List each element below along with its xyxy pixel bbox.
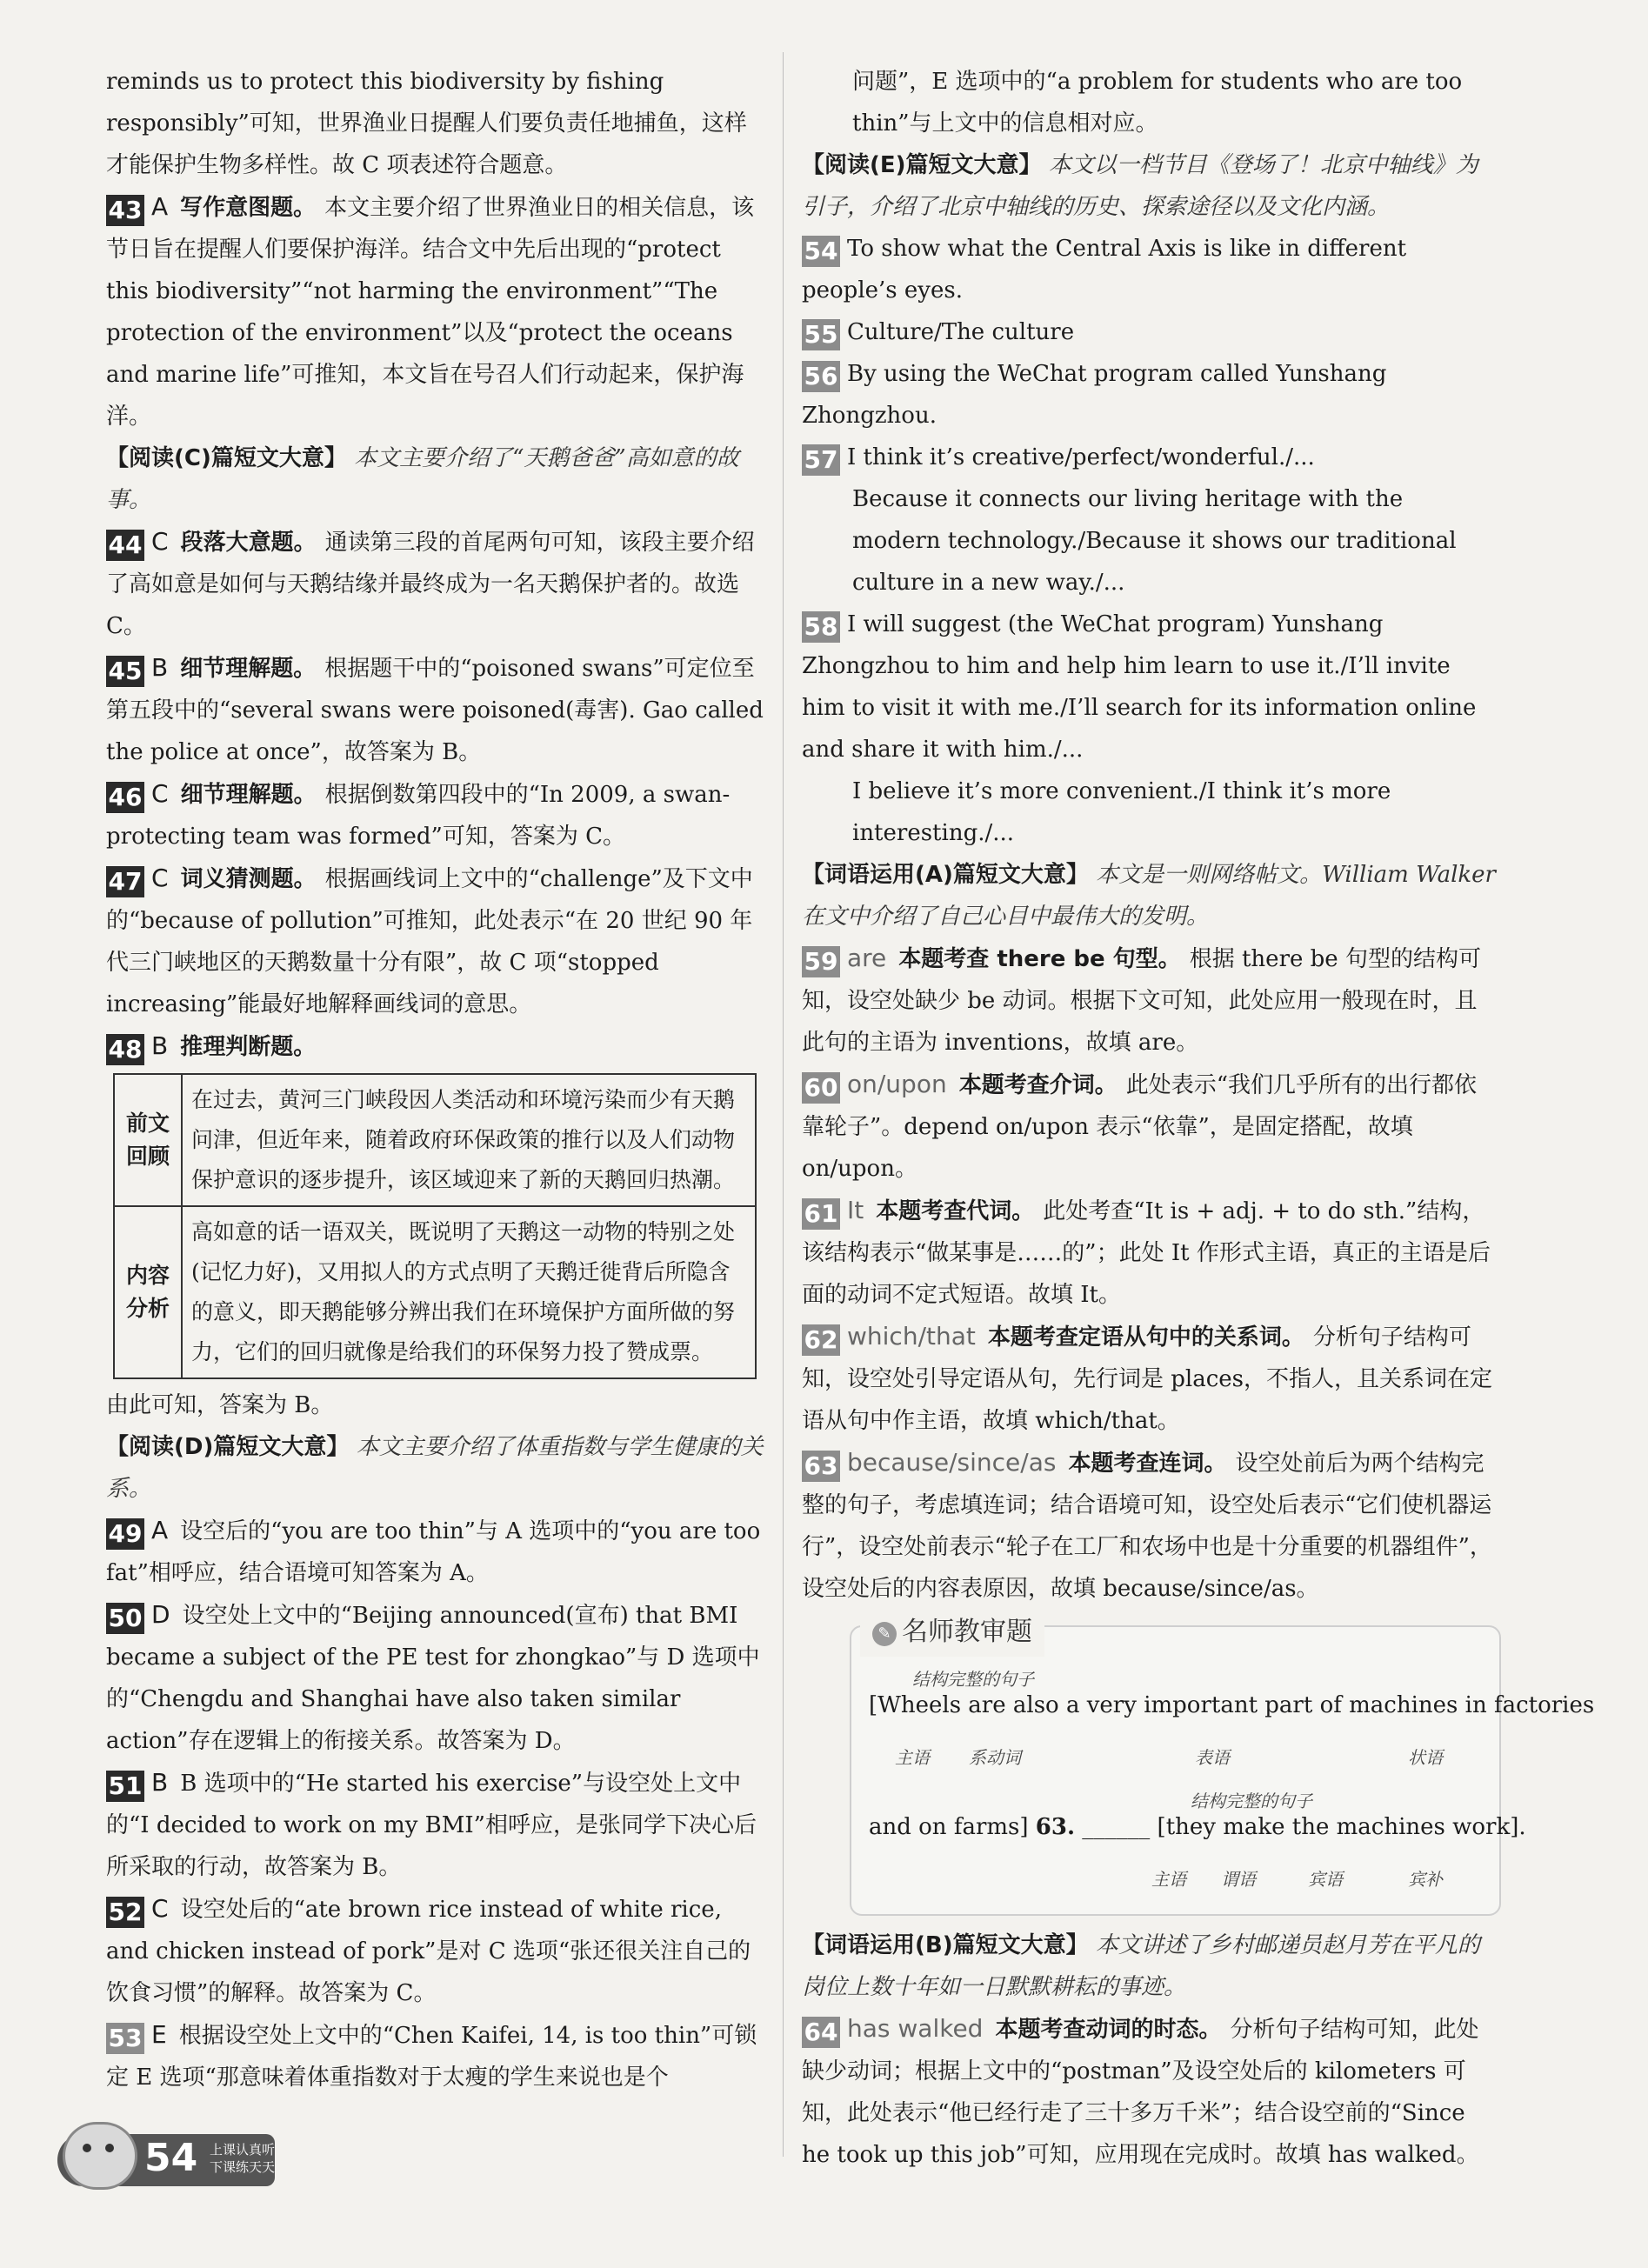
question-number: 63 bbox=[802, 1451, 840, 1482]
question-number: 45 bbox=[106, 656, 144, 687]
label-predicate: 谓语 bbox=[1221, 1869, 1256, 1890]
section-title: 【词语运用(B)篇短文大意】 bbox=[802, 1932, 1089, 1958]
section-summary: 本文主要介绍了体重指数与学生健康的关系。 bbox=[106, 1434, 764, 1502]
question-64 bbox=[802, 2008, 1498, 2176]
section-words-b bbox=[802, 1924, 1498, 2008]
question-number: 47 bbox=[106, 866, 144, 897]
answer: A bbox=[151, 1516, 169, 1544]
section-summary: 本文是一则网络帖文。William Walker 在文中介绍了自己心目中最伟大的发明。 bbox=[802, 862, 1496, 930]
explanation: 本文主要介绍了世界渔业日的相关信息，该节日旨在提醒人们要保护海洋。结合文中先后出现的“protect this biodiversity”“not harming the environment”“The protection of the environment”以及“protect the oceans and marine life”可推知，本文旨在号召人们行动起来，保护海洋。 bbox=[106, 195, 755, 430]
question-51 bbox=[106, 1762, 767, 1888]
answer-text: I think it’s creative/perfect/wonderful./... bbox=[847, 444, 1315, 470]
teacher-analysis-box bbox=[850, 1617, 1595, 1916]
answer: on/upon bbox=[847, 1070, 947, 1098]
q58-answer-part2: I believe it’s more convenient./I think it’s more interesting./... bbox=[852, 778, 1391, 846]
question-type: 细节理解题。 bbox=[180, 656, 317, 682]
explanation: 设空后的“you are too thin”与 A 选项中的“you are too fat”相呼应，结合语境可知答案为 A。 bbox=[106, 1518, 761, 1586]
explanation: 此处表示“我们几乎所有的出行都依靠轮子”。depend on/upon 表示“依靠”，是固定搭配，故填 on/upon。 bbox=[802, 1072, 1478, 1182]
question-type: 细节理解题。 bbox=[180, 782, 317, 808]
sentence-fragment: and on farms] bbox=[869, 1814, 1029, 1840]
question-number: 49 bbox=[106, 1518, 144, 1550]
section-summary: 本文讲述了乡村邮递员赵月芳在平凡的岗位上数十年如一日默默耕耘的事迹。 bbox=[802, 1932, 1480, 2000]
answer-text: I will suggest (the WeChat program) Yunshang Zhongzhou to him and help him learn to use it./I’ll invite him to visit it with me./I’ll search for its information online and share it with him./... bbox=[802, 611, 1477, 763]
question-number: 58 bbox=[802, 611, 840, 643]
explanation: 设空处前后为两个结构完整的句子，考虑填连词；结合语境可知，设空处后表示“它们使机器运行”，设空处前表示“轮子在工厂和农场中也是十分重要的机器组件”，设空处后的内容表原因，故填 because/since/as。 bbox=[802, 1451, 1492, 1602]
answer: has walked bbox=[847, 2014, 984, 2043]
question-number: 46 bbox=[106, 782, 144, 813]
question-number: 44 bbox=[106, 530, 144, 561]
section-reading-e bbox=[802, 144, 1498, 228]
question-number: 55 bbox=[802, 319, 840, 350]
question-53 bbox=[106, 2014, 767, 2098]
table-row bbox=[114, 1074, 756, 1206]
answer-text: By using the WeChat program called Yunshang Zhongzhou. bbox=[802, 361, 1387, 429]
row-header: 前文回顾 bbox=[114, 1074, 182, 1206]
question-number: 52 bbox=[106, 1897, 144, 1928]
answer: It bbox=[847, 1196, 864, 1224]
table-row bbox=[114, 1206, 756, 1378]
teacher-box-title bbox=[860, 1608, 1044, 1657]
teacher-icon: ✎ bbox=[872, 1622, 897, 1646]
question-number: 60 bbox=[802, 1072, 840, 1104]
answer: B bbox=[151, 653, 169, 682]
label-subject: 主语 bbox=[1151, 1869, 1186, 1890]
answer: C bbox=[151, 864, 169, 892]
answer: D bbox=[151, 1600, 170, 1629]
label-predicative: 表语 bbox=[1195, 1747, 1230, 1768]
question-49 bbox=[106, 1510, 767, 1594]
question-type: 写作意图题。 bbox=[180, 195, 317, 221]
question-50 bbox=[106, 1594, 767, 1762]
section-summary: 本文以一档节目《登场了！北京中轴线》为引子，介绍了北京中轴线的历史、探索途径以及文化内涵。 bbox=[802, 152, 1478, 220]
question-type: 段落大意题。 bbox=[180, 530, 317, 556]
sentence-part2: and on farms] 63. ______ [they make the machines work]. bbox=[869, 1814, 1526, 1840]
answer: B bbox=[151, 1768, 169, 1797]
question-type: 本题考查定语从句中的关系词。 bbox=[987, 1324, 1304, 1351]
answer: B bbox=[151, 1031, 169, 1060]
page-number: 54 bbox=[144, 2136, 198, 2180]
explanation: 分析句子结构可知，设空处引导定语从句，先行词是 places，不指人，且关系词在定语从句中作主语，故填 which/that。 bbox=[802, 1324, 1493, 1434]
question-number: 62 bbox=[802, 1324, 840, 1356]
question-48 bbox=[106, 1025, 767, 1068]
label-object-complement: 宾补 bbox=[1408, 1869, 1443, 1890]
mascot-icon bbox=[63, 2122, 137, 2190]
question-43 bbox=[106, 186, 767, 437]
question-number: 57 bbox=[802, 444, 840, 476]
question-46 bbox=[106, 773, 767, 857]
question-type: 本题考查动词的时态。 bbox=[995, 2017, 1222, 2043]
label-linking-verb: 系动词 bbox=[969, 1747, 1021, 1768]
answer-text: To show what the Central Axis is like in different people’s eyes. bbox=[802, 236, 1407, 304]
question-number: 48 bbox=[106, 1034, 144, 1065]
q53-continuation: 问题”，E 选项中的“a problem for students who are too thin”与上文中的信息相对应。 bbox=[852, 69, 1463, 137]
row-header: 内容分析 bbox=[114, 1206, 182, 1378]
question-47 bbox=[106, 857, 767, 1025]
explanation: 设空处上文中的“Beijing announced(宣布) that BMI became a subject of the PE test for zhongkao”与 D 选项中的“Chengdu and Shanghai have also taken similar action”存在逻辑上的衔接关系。故答案为 D。 bbox=[106, 1603, 760, 1754]
section-title: 【阅读(D)篇短文大意】 bbox=[106, 1434, 350, 1460]
explanation: 根据画线词上文中的“challenge”及下文中的“because of pollution”可推知，此处表示“在 20 世纪 90 年代三门峡地区的天鹅数量十分有限”，故 C 项“stopped increasing”能最好地解释画线词的意思。 bbox=[106, 866, 753, 1017]
explanation: 设空处后的“ate brown rice instead of white rice, and chicken instead of pork”是对 C 选项“张还很关注自己的饮食习惯”的解释。故答案为 C。 bbox=[106, 1897, 751, 2006]
section-title: 【阅读(E)篇短文大意】 bbox=[802, 152, 1042, 178]
question-62 bbox=[802, 1316, 1498, 1442]
question-type: 本题考查代词。 bbox=[876, 1198, 1035, 1224]
question-type: 推理判断题。 bbox=[180, 1034, 317, 1060]
blank-number: 63. bbox=[1035, 1814, 1076, 1840]
answer: A bbox=[151, 192, 169, 221]
q48-conclusion: 由此可知，答案为 B。 bbox=[106, 1392, 334, 1418]
section-reading-c bbox=[106, 437, 767, 521]
explanation: 根据题干中的“poisoned swans”可定位至第五段中的“several swans were poisoned(毒害). Gao called the police at once”，故答案为 B。 bbox=[106, 656, 764, 765]
row-content: 高如意的话一语双关，既说明了天鹅这一动物的特别之处(记忆力好)，又用拟人的方式点明了天鹅迁徙背后所隐含的意义，即天鹅能够分辨出我们在环境保护方面所做的努力，它们的回归就像是给我们的环保努力投了赞成票。 bbox=[182, 1206, 756, 1378]
question-60 bbox=[802, 1064, 1498, 1190]
slogan-line: 上课认真听 bbox=[210, 2142, 276, 2158]
section-reading-d bbox=[106, 1426, 767, 1510]
question-52 bbox=[106, 1888, 767, 2014]
question-number: 51 bbox=[106, 1771, 144, 1802]
question-number: 64 bbox=[802, 2017, 840, 2048]
question-61 bbox=[802, 1190, 1498, 1316]
column-divider bbox=[783, 52, 784, 2157]
question-57 bbox=[802, 437, 1498, 478]
answer: which/that bbox=[847, 1322, 976, 1351]
section-title: 【词语运用(A)篇短文大意】 bbox=[802, 862, 1089, 888]
section-summary: 本文主要介绍了“天鹅爸爸”高如意的故事。 bbox=[106, 445, 739, 513]
q57-answer-part2: Because it connects our living heritage with the modern technology./Because it shows our traditional culture in a new way./... bbox=[852, 486, 1457, 596]
label-object: 宾语 bbox=[1308, 1869, 1343, 1890]
slogan-line: 下课练天天 bbox=[210, 2159, 276, 2175]
explanation: 根据设空处上文中的“Chen Kaifei, 14, is too thin”可锁定 E 选项“那意味着体重指数对于太瘦的学生来说也是个 bbox=[106, 2023, 757, 2091]
question-56 bbox=[802, 353, 1498, 437]
analysis-table bbox=[113, 1073, 757, 1379]
question-type: 本题考查介词。 bbox=[958, 1072, 1118, 1098]
explanation: 分析句子结构可知，此处缺少动词；根据上文中的“postman”及设空处后的 kilometers 可知，此处表示“他已经行走了三十多万千米”；结合设空前的“Since he took up this job”可知，应用现在完成时。故填 has walked。 bbox=[802, 2017, 1479, 2168]
teacher-title-text: 名师教审题 bbox=[902, 1617, 1032, 1647]
explanation: B 选项中的“He started his exercise”与设空处上文中的“I decided to work on my BMI”相呼应，是张同学下决心后所采取的行动，故答案为 B。 bbox=[106, 1771, 757, 1880]
page-slogan bbox=[210, 2141, 275, 2176]
question-number: 54 bbox=[802, 236, 840, 267]
answer: C bbox=[151, 779, 169, 808]
page-footer bbox=[57, 2122, 284, 2191]
question-number: 43 bbox=[106, 195, 144, 226]
explanation: 根据倒数第四段中的“In 2009, a swan-protecting team was formed”可知，答案为 C。 bbox=[106, 782, 731, 850]
question-type: 本题考查连词。 bbox=[1068, 1451, 1227, 1477]
answer: E bbox=[151, 2020, 167, 2049]
section-words-a bbox=[802, 854, 1498, 937]
q42-continuation: reminds us to protect this biodiversity by fishing responsibly”可知，世界渔业日提醒人们要负责任地捕鱼，这样才能保护生物多样性。故 C 项表述符合题意。 bbox=[106, 69, 747, 178]
answer: are bbox=[847, 944, 887, 972]
question-type: 词义猜测题。 bbox=[180, 866, 317, 892]
right-column bbox=[802, 61, 1595, 2176]
question-type: 本题考查 there be 句型。 bbox=[898, 946, 1181, 972]
question-number: 53 bbox=[106, 2023, 144, 2054]
sentence-fragment: [they make the machines work]. bbox=[1157, 1814, 1526, 1840]
question-44 bbox=[106, 521, 767, 647]
section-title: 【阅读(C)篇短文大意】 bbox=[106, 445, 347, 471]
answer: because/since/as bbox=[847, 1448, 1057, 1477]
question-number: 59 bbox=[802, 946, 840, 977]
question-55 bbox=[802, 311, 1498, 353]
question-45 bbox=[106, 647, 767, 773]
row-content: 在过去，黄河三门峡段因人类活动和环境污染而少有天鹅问津，但近年来，随着政府环保政策的推行以及人们动物保护意识的逐步提升，该区域迎来了新的天鹅回归热潮。 bbox=[182, 1074, 756, 1206]
label-adverbial: 状语 bbox=[1408, 1747, 1443, 1768]
answer-text: Culture/The culture bbox=[847, 319, 1075, 345]
question-54 bbox=[802, 228, 1498, 311]
question-number: 50 bbox=[106, 1603, 144, 1634]
question-number: 61 bbox=[802, 1198, 840, 1230]
explanation: 通读第三段的首尾两句可知，该段主要介绍了高如意是如何与天鹅结缘并最终成为一名天鹅保护者的。故选 C。 bbox=[106, 530, 755, 639]
sentence-part1: [Wheels are also a very important part of machines in factories bbox=[869, 1692, 1595, 1718]
question-63 bbox=[802, 1442, 1498, 1610]
answer: C bbox=[151, 1894, 169, 1923]
question-58 bbox=[802, 604, 1498, 770]
question-59 bbox=[802, 937, 1498, 1064]
structure-note: 结构完整的句子 bbox=[1191, 1791, 1312, 1811]
label-subject: 主语 bbox=[895, 1747, 930, 1768]
explanation: 此处考查“It is + adj. + to do sth.”结构，该结构表示“做某事是……的”；此处 It 作形式主语，真正的主语是后面的动词不定式短语。故填 It。 bbox=[802, 1198, 1491, 1308]
answer: C bbox=[151, 527, 169, 556]
structure-note: 结构完整的句子 bbox=[912, 1669, 1034, 1690]
left-column bbox=[106, 61, 767, 2098]
question-number: 56 bbox=[802, 361, 840, 392]
explanation: 根据 there be 句型的结构可知，设空处缺少 be 动词。根据下文可知，此处应用一般现在时，且此句的主语为 inventions，故填 are。 bbox=[802, 946, 1481, 1056]
